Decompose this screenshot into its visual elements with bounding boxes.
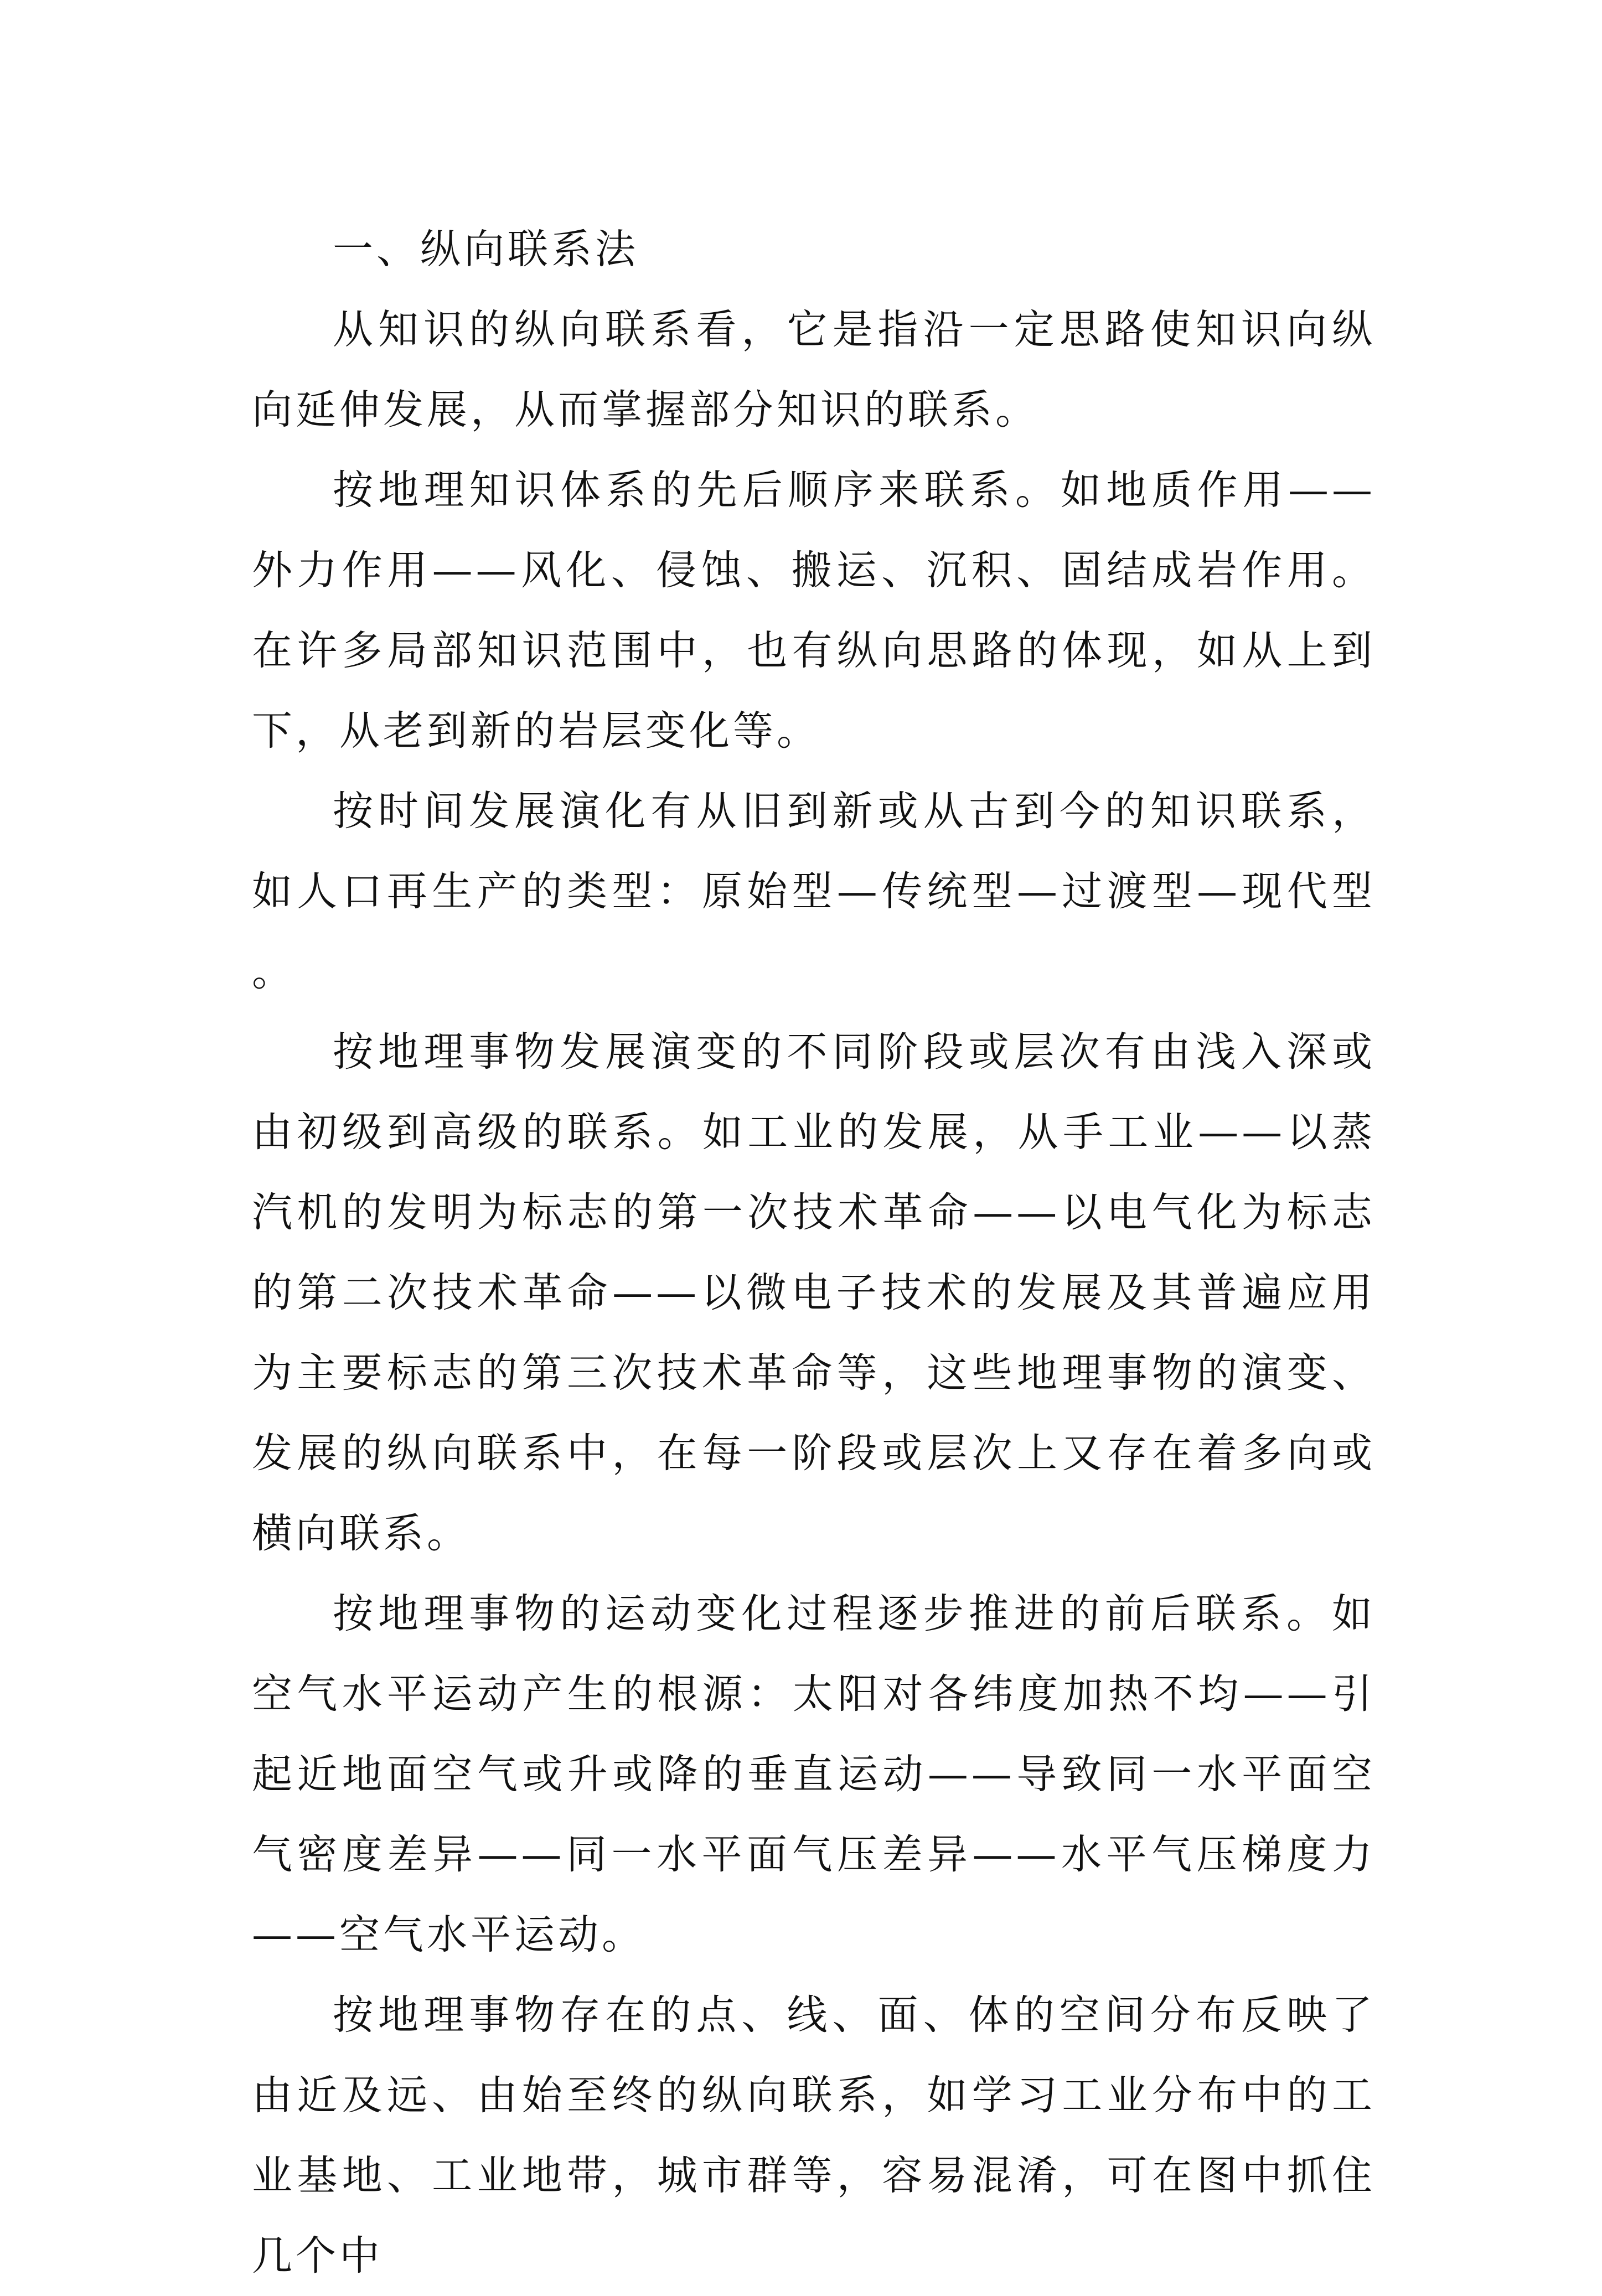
paragraph-1: 从知识的纵向联系看，它是指沿一定思路使知识向纵向延伸发展，从而掌握部分知识的联系。 xyxy=(252,306,1376,433)
section-heading: 一、纵向联系法 xyxy=(333,226,639,273)
paragraph-3: 按时间发展演化有从旧到新或从古到今的知识联系，如人口再生产的类型：原始型—传统型—过渡型—现代型。 xyxy=(252,788,1376,995)
paragraph-2: 按地理知识体系的先后顺序来联系。如地质作用——外力作用——风化、侵蚀、搬运、沉积、固结成岩作用。在许多局部知识范围中，也有纵向思路的体现，如从上到下，从老到新的岩层变化等。 xyxy=(252,467,1376,754)
paragraph-4: 按地理事物发展演变的不同阶段或层次有由浅入深或由初级到高级的联系。如工业的发展，从手工业——以蒸汽机的发明为标志的第一次技术革命——以电气化为标志的第二次技术革命——以微电子技术的发展及其普遍应用为主要标志的第三次技术革命等，这些地理事物的演变、发展的纵向联系中，在每一阶段或层次上又存在着多向或横向联系。 xyxy=(252,1028,1376,1557)
body-text xyxy=(252,209,1376,2296)
paragraph-5: 按地理事物的运动变化过程逐步推进的前后联系。如空气水平运动产生的根源：太阳对各纬度加热不均——引起近地面空气或升或降的垂直运动——导致同一水平面空气密度差异——同一水平面气压差异——水平气压梯度力——空气水平运动。 xyxy=(252,1590,1376,1958)
paragraph-6: 按地理事物存在的点、线、面、体的空间分布反映了由近及远、由始至终的纵向联系，如学习工业分布中的工业基地、工业地带，城市群等，容易混淆，可在图中抓住几个中 xyxy=(252,1992,1376,2279)
